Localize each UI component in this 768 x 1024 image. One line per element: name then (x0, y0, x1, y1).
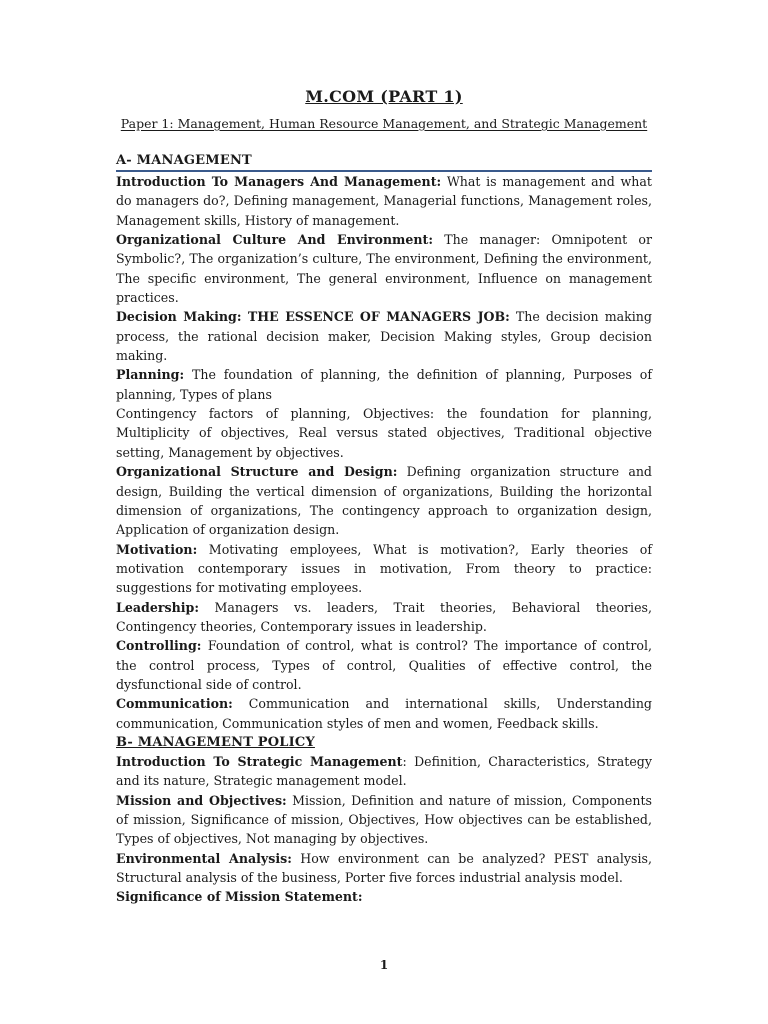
document-page (116, 86, 652, 907)
topic-paragraph (116, 404, 652, 462)
topic-term: Organizational Culture And Environment: (116, 232, 434, 248)
topic-paragraph (116, 791, 652, 849)
topic-text: Foundation of control, what is control? The importance of control, the control process, Types of control, Qualities of effective control, the dysfunctional side of control. (116, 638, 652, 692)
topic-text: The manager: Omnipotent or Symbolic?, The organization’s culture, The environment, Defining the environment, The specific environment, The general environment, Influence on management practices. (116, 232, 652, 306)
topic-text: Defining organization structure and design, Building the vertical dimension of organizations, Building the horizontal dimension of organizations, The contingency approach to organization design, Application of organization design. (116, 464, 652, 538)
topic-paragraph (116, 172, 652, 230)
topic-text: What is management and what do managers do?, Defining management, Managerial functions, Management roles, Management skills, History of management. (116, 174, 652, 228)
topic-text: Communication and international skills, Understanding communication, Communication styles of men and women, Feedback skills. (116, 696, 652, 731)
topic-term: Motivation: (116, 541, 198, 557)
topic-paragraph (116, 365, 652, 404)
topic-term: Introduction To Managers And Management: (116, 174, 442, 189)
topic-text: Managers vs. leaders, Trait theories, Behavioral theories, Contingency theories, Contemporary issues in leadership. (116, 599, 652, 634)
topic-term: Introduction To Strategic Management (116, 753, 403, 769)
topic-paragraph (116, 887, 652, 906)
topic-term: Communication: (116, 696, 233, 712)
section-b-heading: B- MANAGEMENT POLICY (116, 734, 315, 750)
section-a-topics (116, 172, 652, 733)
topic-paragraph (116, 849, 652, 888)
section-b-topics (116, 752, 652, 907)
topic-term: Decision Making: THE ESSENCE OF MANAGERS JOB: (116, 309, 510, 325)
topic-paragraph (116, 462, 652, 539)
topic-term: Organizational Structure and Design: (116, 464, 398, 480)
topic-term: Environmental Analysis: (116, 850, 292, 866)
topic-term: Planning: (116, 367, 185, 383)
topic-term: Leadership: (116, 599, 199, 615)
topic-text: Motivating employees, What is motivation?, Early theories of motivation contemporary issues in motivation, From theory to practice: suggestions for motivating employees. (116, 541, 652, 596)
topic-paragraph (116, 307, 652, 365)
topic-term: Controlling: (116, 638, 202, 654)
topic-term: Significance of Mission Statement: (116, 889, 363, 905)
document-title: M.COM (PART 1) (305, 87, 463, 106)
topic-term: Mission and Objectives: (116, 792, 287, 808)
topic-paragraph (116, 694, 652, 733)
topic-text: : Definition, Characteristics, Strategy and its nature, Strategic management model. (116, 753, 652, 789)
topic-text: Mission, Definition and nature of mission, Components of mission, Significance of mission, Objectives, How objectives can be established, Types of objectives, Not managing by objectives. (116, 792, 652, 847)
topic-text: How environment can be analyzed? PEST analysis, Structural analysis of the business, Porter five forces industrial analysis model. (116, 850, 652, 886)
topic-paragraph (116, 230, 652, 307)
topic-paragraph (116, 598, 652, 637)
topic-text: The foundation of planning, the definition of planning, Purposes of planning, Types of plans (116, 367, 652, 402)
document-subtitle: Paper 1: Management, Human Resource Management, and Strategic Management (120, 116, 648, 131)
topic-text: The decision making process, the rational decision maker, Decision Making styles, Group decision making. (116, 309, 652, 364)
topic-paragraph (116, 540, 652, 598)
page-number: 1 (379, 958, 389, 972)
topic-paragraph (116, 636, 652, 694)
topic-paragraph (116, 752, 652, 791)
topic-text: Contingency factors of planning, Objectives: the foundation for planning, Multiplicity of objectives, Real versus stated objectives, Traditional objective setting, Management by objectives. (116, 406, 652, 460)
section-a-heading: A- MANAGEMENT (116, 151, 652, 172)
